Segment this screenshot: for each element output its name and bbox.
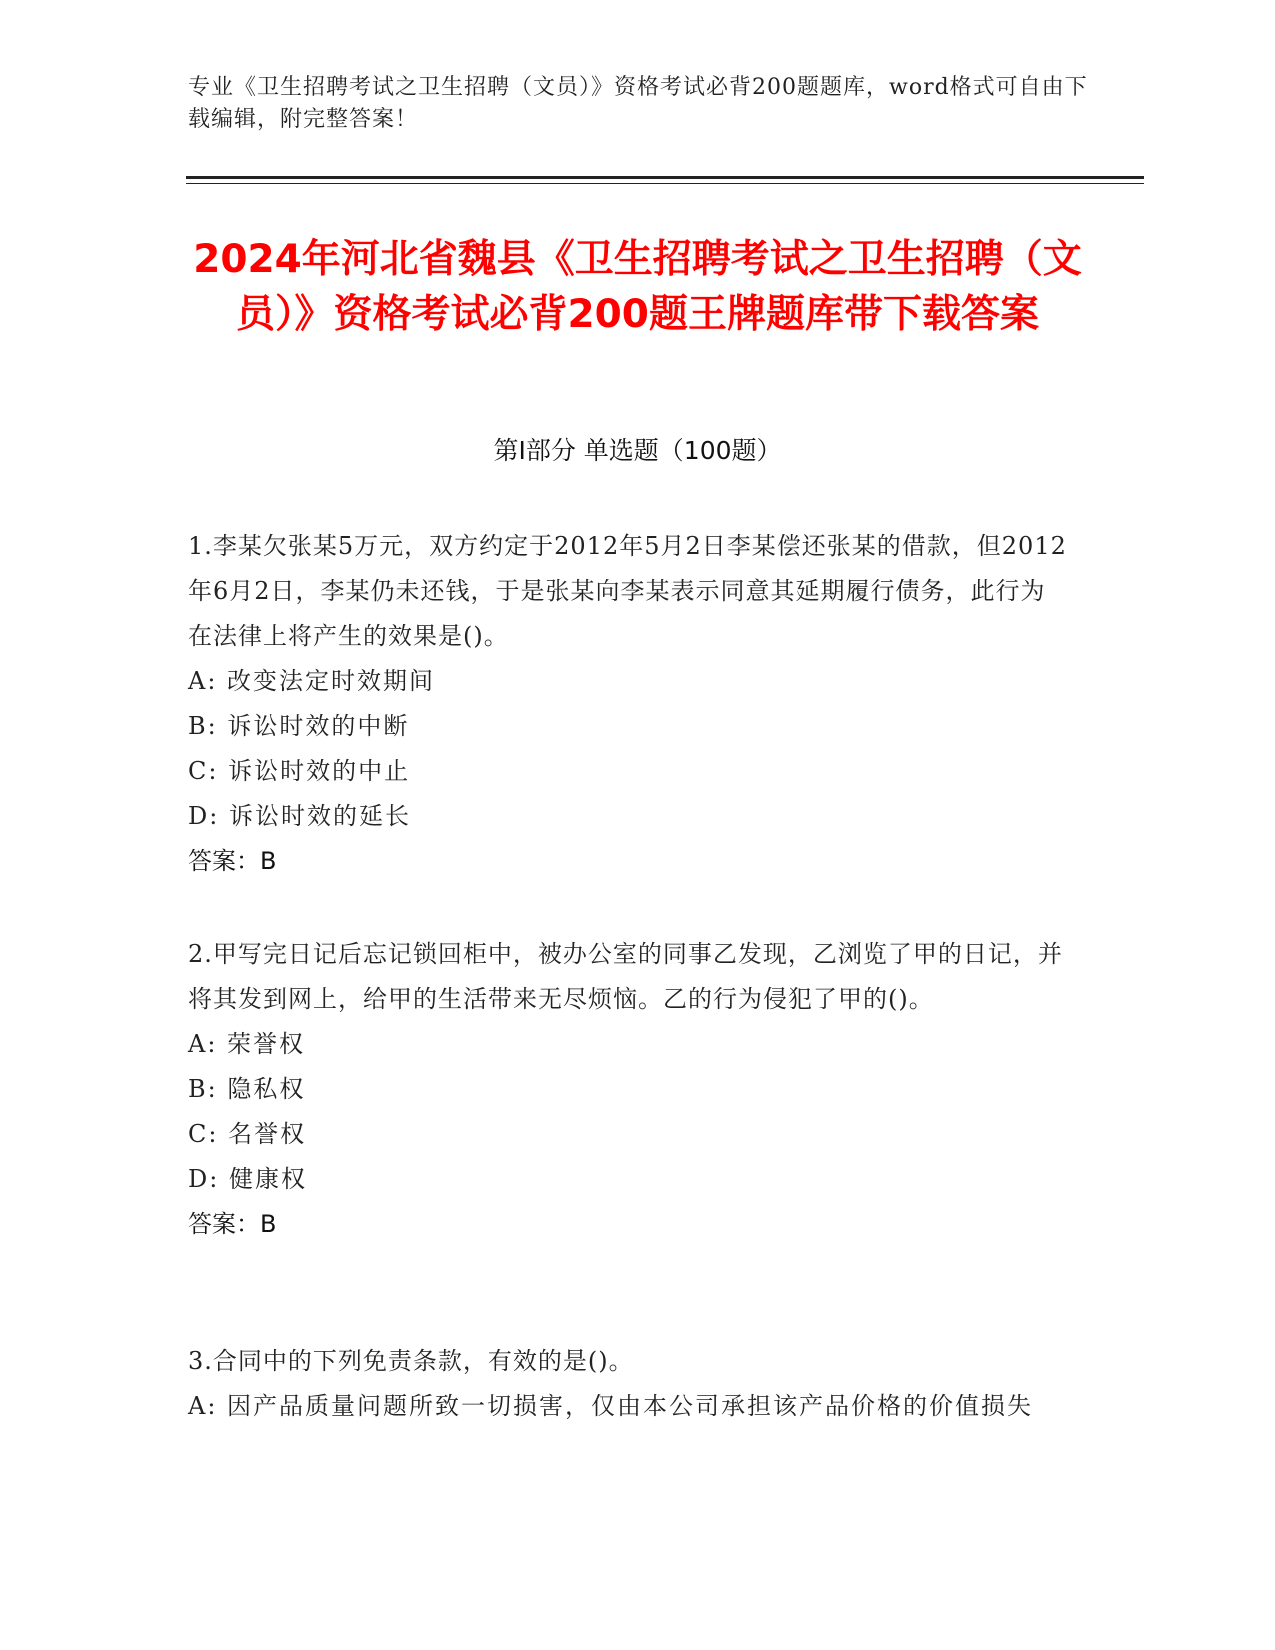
option-b: B: 诉讼时效的中断 — [188, 712, 410, 740]
option-b: B: 隐私权 — [188, 1075, 306, 1103]
header-divider-thick — [186, 176, 1144, 179]
option-d: D: 健康权 — [188, 1165, 307, 1193]
document-title: 2024年河北省魏县《卫生招聘考试之卫生招聘（文员）》资格考试必背200题王牌题库带下载答案 — [193, 237, 1082, 337]
answer-line: 答案：B — [188, 1210, 277, 1238]
header-note: 专业《卫生招聘考试之卫生招聘（文员）》资格考试必背200题题库，word格式可自由下载编辑，附完整答案！ — [188, 75, 1088, 132]
question-block — [188, 524, 1068, 884]
question-stem: 2.甲写完日记后忘记锁回柜中，被办公室的同事乙发现，乙浏览了甲的日记，并将其发到网上，给甲的生活带来无尽烦恼。乙的行为侵犯了甲的()。 — [188, 940, 1063, 1013]
option-d: D: 诉讼时效的延长 — [188, 802, 411, 830]
header-divider-thin — [186, 183, 1144, 184]
question-block — [188, 1339, 1068, 1429]
question-stem: 3.合同中的下列免责条款，有效的是()。 — [188, 1347, 634, 1375]
question-block — [188, 932, 1068, 1247]
option-c: C: 诉讼时效的中止 — [188, 757, 411, 785]
option-a: A: 荣誉权 — [188, 1030, 306, 1058]
section-title: 第I部分 单选题（100题） — [493, 436, 782, 465]
question-stem: 1.李某欠张某5万元，双方约定于2012年5月2日李某偿还张某的借款，但2012年6月2日，李某仍未还钱，于是张某向李某表示同意其延期履行债务，此行为在法律上将产生的效果是()。 — [188, 532, 1067, 650]
option-a: A: 因产品质量问题所致一切损害，仅由本公司承担该产品价格的价值损失 — [188, 1392, 1034, 1420]
option-c: C: 名誉权 — [188, 1120, 307, 1148]
option-a: A: 改变法定时效期间 — [188, 667, 436, 695]
answer-line: 答案：B — [188, 847, 277, 875]
